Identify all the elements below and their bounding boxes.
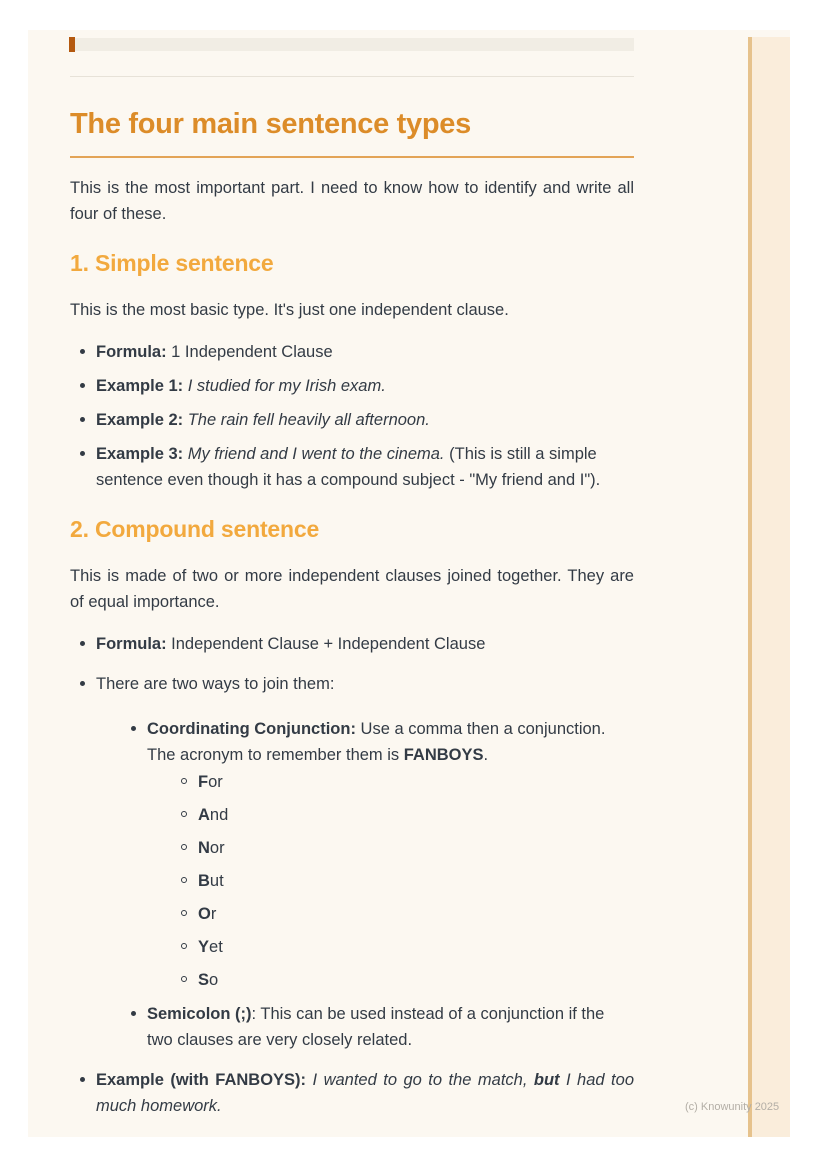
list-item-formula	[70, 339, 634, 365]
page-edge-band	[752, 37, 790, 1137]
item-example: My friend and I went to the cinema.	[187, 445, 445, 463]
fanboys-rest: ut	[209, 872, 224, 890]
cropped-highlight-bar	[70, 38, 634, 51]
item-text: .	[483, 746, 489, 764]
list-item-coordinating-conjunction	[121, 716, 634, 993]
fanboys-list	[172, 769, 634, 993]
fanboys-rest: nd	[209, 806, 229, 824]
item-emphasis: but	[533, 1071, 560, 1089]
item-text: : This can be used instead of a conjunction if the two clauses are very closely related.	[147, 1005, 605, 1049]
list-item-fanboys-example	[70, 1067, 634, 1119]
item-note: (This is still a simple sentence even though it has a compound subject - "My friend and I").	[96, 445, 601, 489]
join-methods-list	[121, 716, 634, 1053]
fanboys-letter: A	[198, 806, 210, 824]
item-label: Example 3:	[96, 445, 188, 463]
section-divider	[70, 76, 634, 77]
fanboys-rest: r	[210, 905, 217, 923]
item-text: Independent Clause + Independent Clause	[171, 635, 486, 653]
list-item-example-2	[70, 407, 634, 433]
list-item-example-3	[70, 441, 634, 493]
page-content	[70, 30, 634, 1133]
fanboys-letter: F	[198, 773, 209, 791]
document-page	[28, 30, 790, 1137]
section-2-lead: This is made of two or more independent clauses joined together. They are of equal importance.	[70, 567, 634, 611]
fanboys-item-nor	[172, 835, 634, 861]
list-item-two-ways	[70, 671, 634, 1053]
fanboys-item-but	[172, 868, 634, 894]
item-label: Formula:	[96, 343, 172, 361]
fanboys-item-so	[172, 967, 634, 993]
fanboys-letter: S	[198, 971, 210, 989]
section-2-heading: 2. Compound sentence	[70, 516, 320, 542]
fanboys-rest: or	[209, 839, 225, 857]
item-example: The rain fell heavily all afternoon.	[187, 411, 430, 429]
title-underline	[70, 156, 634, 158]
item-label: Example (with FANBOYS):	[96, 1071, 313, 1089]
fanboys-letter: B	[198, 872, 210, 890]
compound-sentence-list	[70, 631, 634, 1119]
section-2	[70, 515, 634, 1119]
item-text: Use a comma then a conjunction. The acronym to remember them is	[147, 720, 606, 764]
fanboys-item-or	[172, 901, 634, 927]
fanboys-item-for	[172, 769, 634, 795]
item-text: There are two ways to join them:	[96, 675, 335, 693]
list-item-semicolon	[121, 1001, 634, 1053]
fanboys-rest: o	[209, 971, 219, 989]
item-text: 1 Independent Clause	[171, 343, 333, 361]
fanboys-item-and	[172, 802, 634, 828]
highlight-tick	[69, 37, 75, 52]
fanboys-acronym: FANBOYS	[403, 746, 484, 764]
item-example: I studied for my Irish exam.	[187, 377, 386, 395]
fanboys-item-yet	[172, 934, 634, 960]
item-label: Example 1:	[96, 377, 188, 395]
item-label: Formula:	[96, 635, 172, 653]
fanboys-rest: or	[208, 773, 223, 791]
section-1-lead: This is the most basic type. It's just one independent clause.	[70, 301, 509, 319]
section-1-heading: 1. Simple sentence	[70, 250, 274, 276]
fanboys-rest: et	[209, 938, 223, 956]
item-example: I had too much homework.	[96, 1071, 634, 1115]
item-example: I wanted to go to the match,	[312, 1071, 534, 1089]
list-item-example-1	[70, 373, 634, 399]
list-item-formula	[70, 631, 634, 657]
page-title: The four main sentence types	[70, 108, 471, 140]
item-label: Example 2:	[96, 411, 188, 429]
fanboys-letter: Y	[198, 938, 210, 956]
intro-paragraph: This is the most important part. I need to know how to identify and write all four of these.	[70, 179, 634, 223]
item-label: Coordinating Conjunction:	[147, 720, 361, 738]
fanboys-letter: O	[198, 905, 211, 923]
item-label: Semicolon (;)	[147, 1005, 252, 1023]
simple-sentence-list	[70, 339, 634, 493]
watermark: (c) Knowunity 2025	[685, 1101, 780, 1113]
fanboys-letter: N	[198, 839, 210, 857]
